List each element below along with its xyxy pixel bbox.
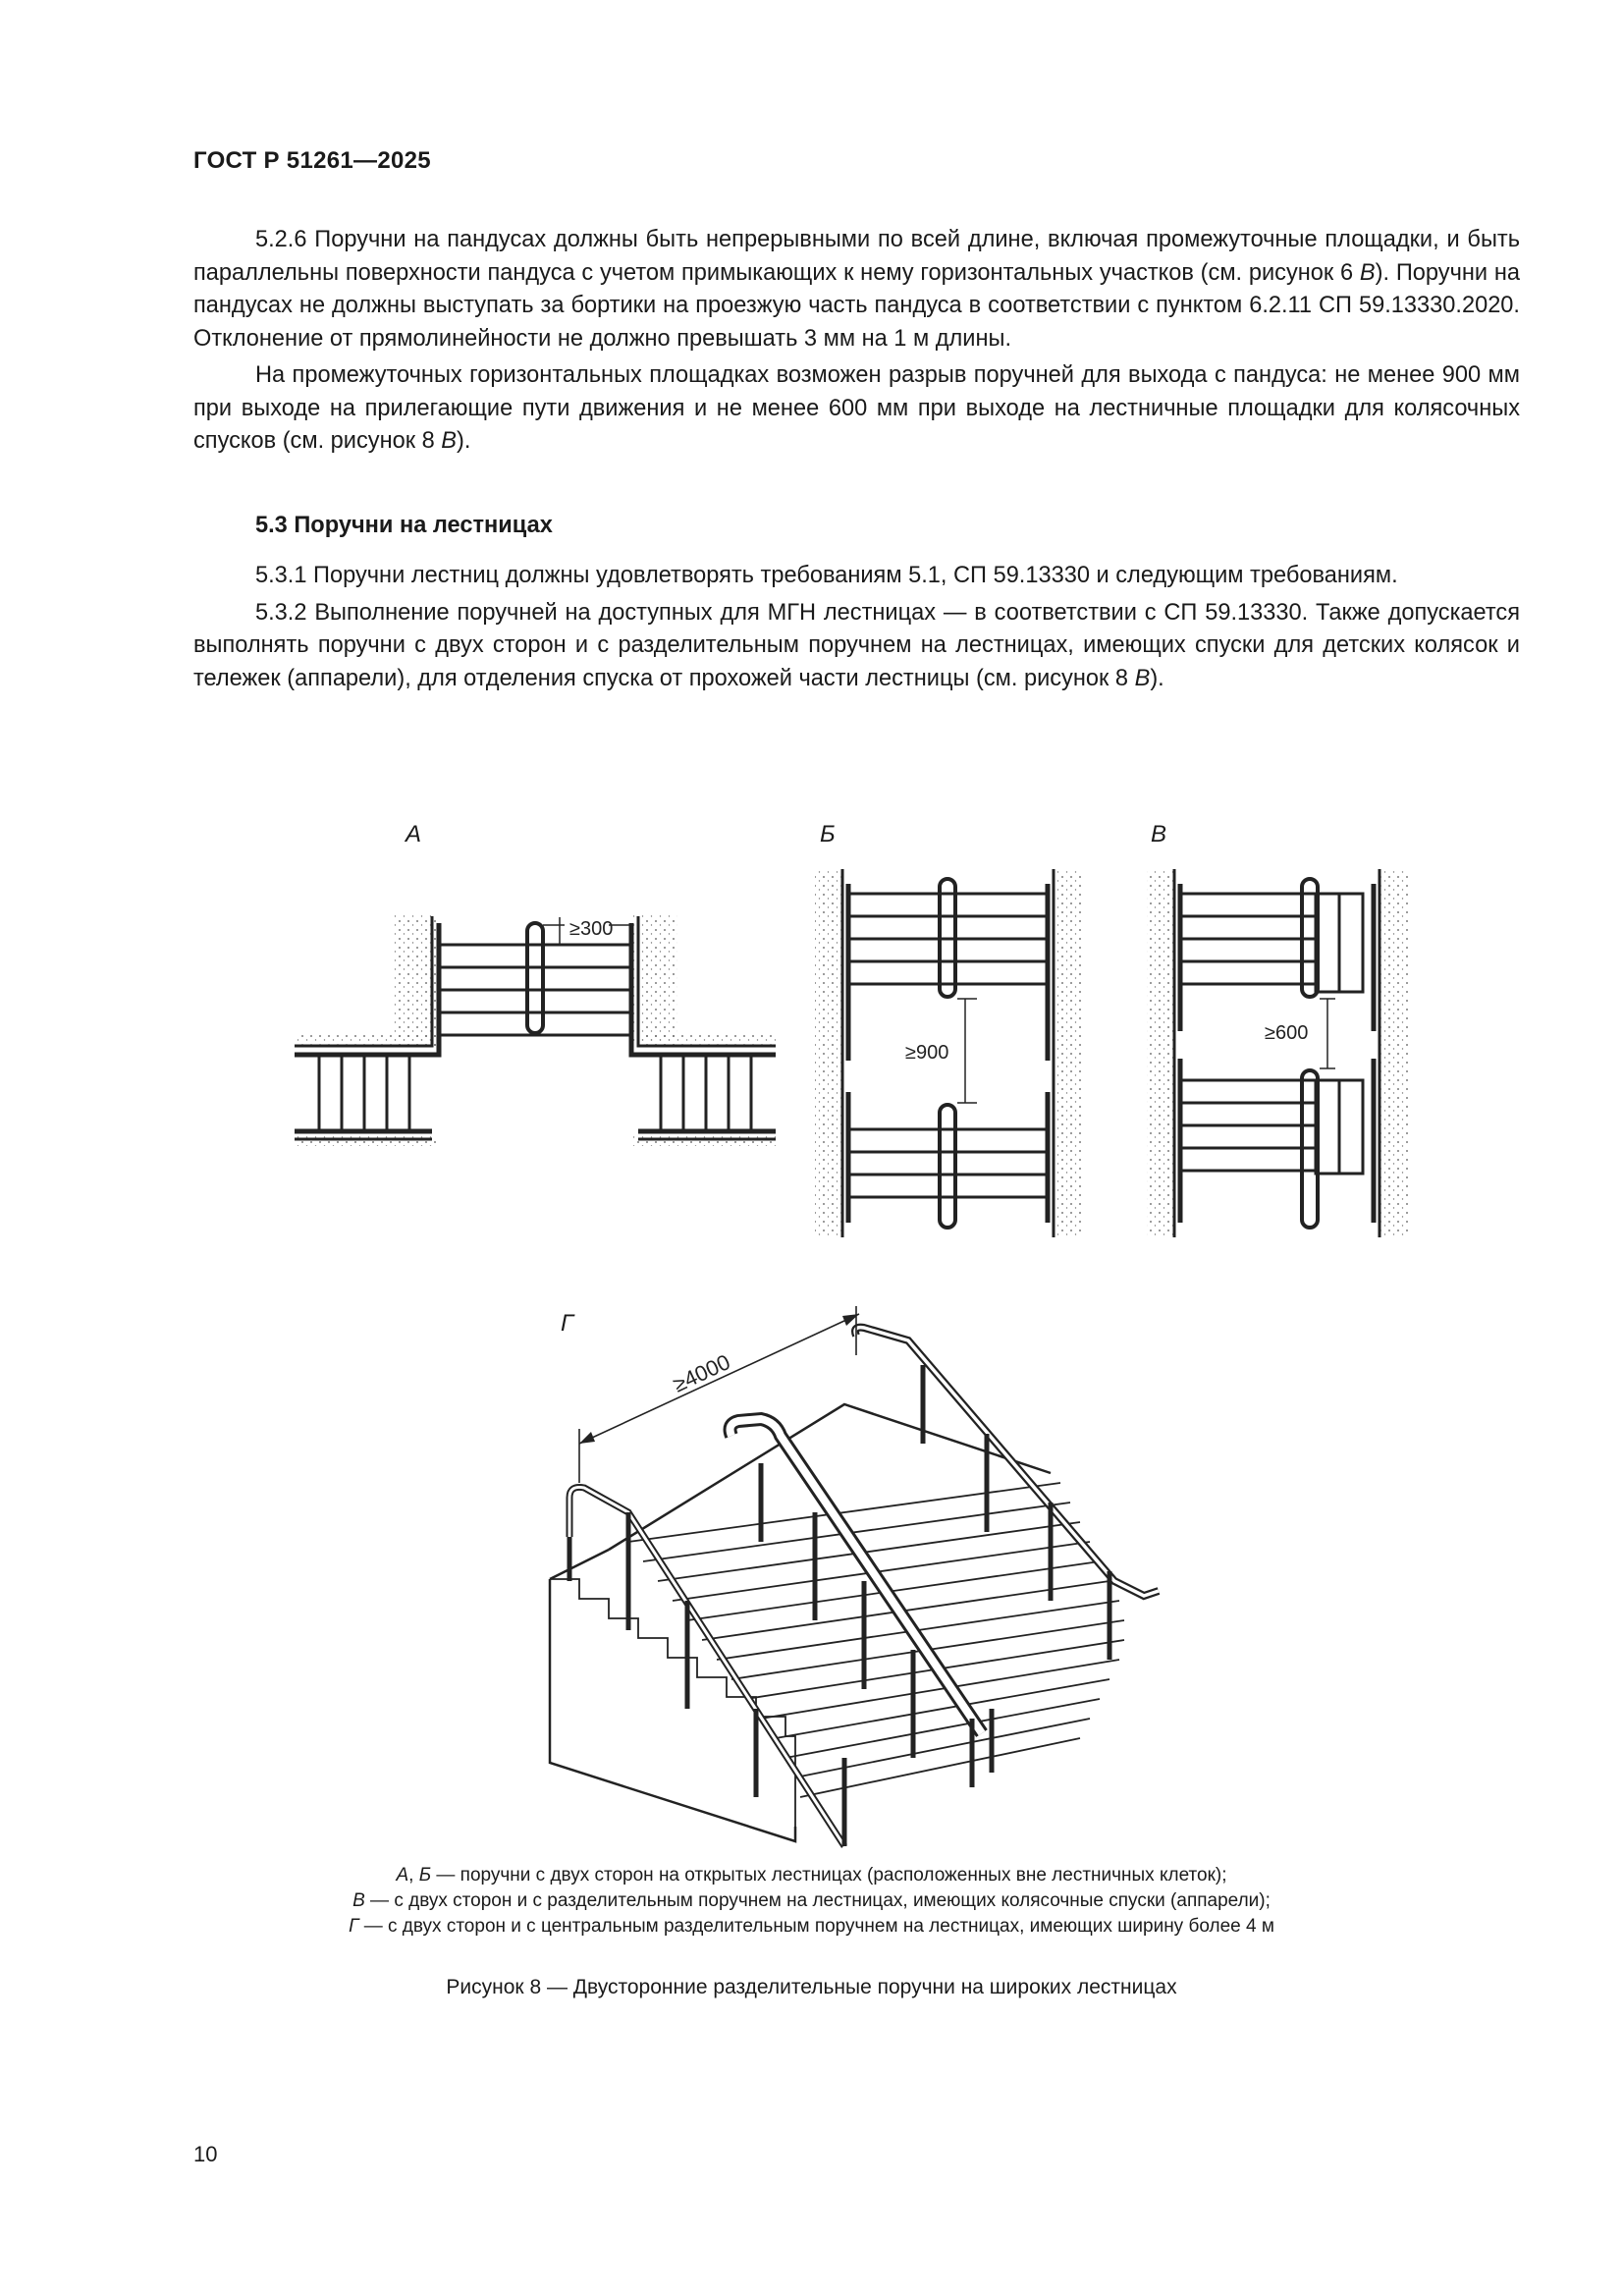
subfigure-a-plan (295, 913, 776, 1146)
left-handrail-outer (569, 1487, 844, 1846)
subfigure-b-plan (815, 869, 1083, 1237)
dimension-arrow (579, 1432, 595, 1444)
dimension-b: ≥900 (905, 1042, 949, 1064)
document-code-header: ГОСТ Р 51261—2025 (193, 147, 431, 174)
central-handrail (940, 1105, 955, 1228)
wall-hatch (1380, 869, 1409, 1237)
central-handrail (527, 923, 543, 1033)
paragraph-5-2-6: 5.2.6 Поручни на пандусах должны быть непрерывными по всей длине, включая промежуточные площадки, и быть параллельны поверхности пандуса с учетом примыкающих к нему горизонтальных участков (см. рисунок 6 В). Поручни на пандусах не должны выступать за бортики на проезжую часть пандуса в соответствии с пунктом 6.2.11 СП 59.13330.2020. Отклонение от прямолинейности не должно превышать 3 мм на 1 м длины. (193, 227, 1520, 352)
caption-line-3: Г — с двух сторон и с центральным разделительным поручнем на лестницах, имеющих ширину более 4 м (349, 1916, 1274, 1937)
subfigure-g-isometric (550, 1306, 1159, 1846)
wall-hatch (1147, 869, 1174, 1237)
stair-base (550, 1550, 609, 1579)
left-handrail-inner (569, 1487, 844, 1846)
caption-line-2: В — с двух сторон и с разделительным поручнем на лестницах, имеющих колясочные спуски (аппарели); (352, 1890, 1271, 1911)
section-heading-5-3: 5.3 Поручни на лестницах (255, 513, 553, 538)
wall-hatch (295, 1134, 437, 1146)
dimension-v: ≥600 (1265, 1022, 1309, 1044)
right-handrail-outer (855, 1328, 1159, 1596)
wall-hatch (1054, 869, 1083, 1237)
dimension-a: ≥300 (569, 918, 614, 940)
paragraph-intermediate-landings: На промежуточных горизонтальных площадках возможен разрыв поручней для выхода с пандуса: не менее 900 мм при выходе на прилегающие пути движения и не менее 600 мм при выходе на лестничные площадки для колясочных спусков (см. рисунок 8 В). (193, 362, 1520, 454)
page-number: 10 (193, 2142, 218, 2166)
figure-label-g: Г (561, 1310, 574, 1337)
paragraph-5-3-1: 5.3.1 Поручни лестниц должны удовлетворять требованиям 5.1, СП 59.13330 и следующим требованиям. (255, 563, 1398, 588)
wall-hatch (633, 1134, 776, 1146)
wall-hatch (393, 913, 437, 1046)
caption-line-1: А, Б — поручни с двух сторон на открытых лестницах (расположенных вне лестничных клеток); (396, 1865, 1227, 1886)
figure-caption (0, 1863, 1623, 1940)
wall-hatch (815, 869, 842, 1237)
figure-label-b: Б (820, 821, 836, 847)
paragraph-5-3-2: 5.3.2 Выполнение поручней на доступных для МГН лестницах — в соответствии с СП 59.13330. Также допускается выполнять поручни с двух сторон и с разделительным поручнем на лестницах, имеющих спуски для детских колясок и тележек (аппарели), для отделения спуска от прохожей части лестницы (см. рисунок 8 В). (193, 599, 1520, 691)
figure-label-a: А (406, 821, 422, 847)
subfigure-v-plan (1147, 869, 1409, 1237)
figure-label-v: В (1151, 821, 1167, 847)
dimension-g: ≥4000 (669, 1349, 734, 1397)
central-handrail-outer (730, 1419, 982, 1733)
dimension-line (579, 1314, 859, 1444)
figure-title: Рисунок 8 — Двусторонние разделительные поручни на широких лестницах (446, 1976, 1177, 1998)
wall-hatch (633, 913, 677, 1046)
